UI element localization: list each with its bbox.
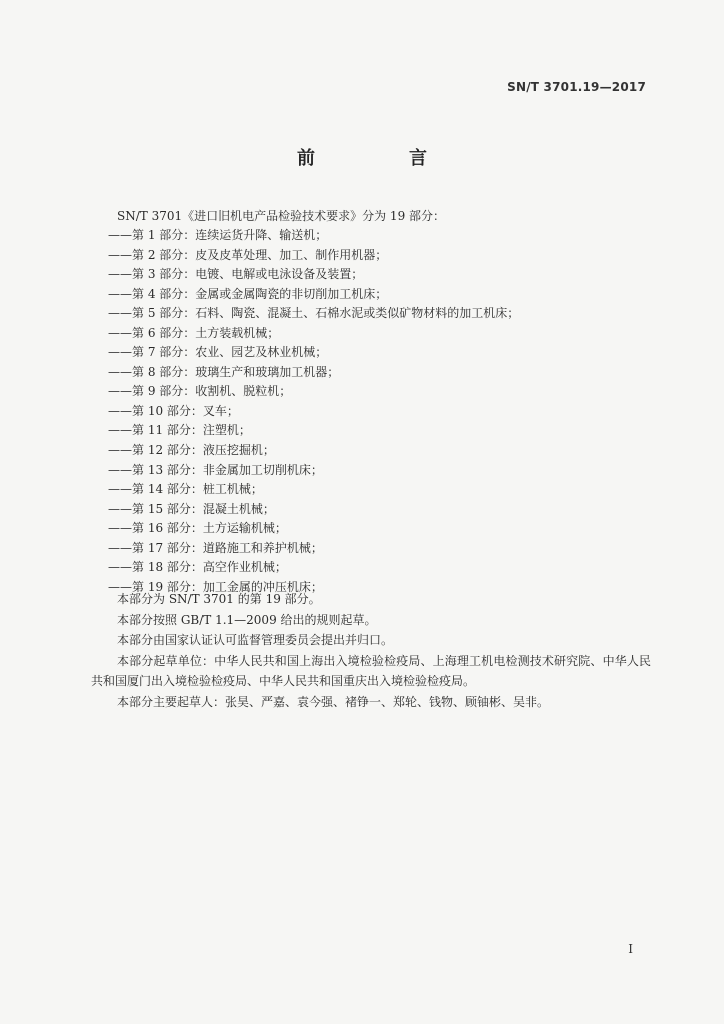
paragraph-part-number: 本部分为 SN/T 3701 的第 19 部分。: [117, 592, 321, 606]
body-paragraphs: [91, 589, 651, 712]
paragraph-drafting-rules: 本部分按照 GB/T 1.1—2009 给出的规则起草。: [117, 612, 377, 627]
page-number: I: [628, 942, 633, 956]
list-item: ——第 6 部分：土方装载机械；: [108, 325, 280, 340]
intro-line: SN/T 3701《进口旧机电产品检验技术要求》分为 19 部分：: [117, 209, 446, 223]
list-item: ——第 16 部分：土方运输机械；: [108, 521, 287, 536]
list-item: ——第 4 部分：金属或金属陶瓷的非切削加工机床；: [108, 286, 388, 301]
list-item: ——第 19 部分：加工金属的冲压机床；: [108, 579, 323, 594]
list-item: ——第 14 部分：桩工机械；: [108, 482, 263, 497]
list-item: ——第 2 部分：皮及皮革处理、加工、制作用机器；: [108, 247, 388, 262]
list-item: ——第 3 部分：电镀、电解或电泳设备及装置；: [108, 267, 364, 282]
list-item: ——第 13 部分：非金属加工切削机床；: [108, 462, 323, 477]
list-item: ——第 10 部分：叉车；: [108, 403, 239, 418]
list-item: ——第 7 部分：农业、园艺及林业机械；: [108, 345, 328, 360]
list-item: ——第 15 部分：混凝土机械；: [108, 501, 275, 516]
paragraph-drafting-units: 本部分起草单位：中华人民共和国上海出入境检验检疫局、上海理工机电检测技术研究院、中华人民共和国厦门出入境检验检疫局、中华人民共和国重庆出入境检验检疫局。: [91, 653, 651, 688]
list-item: ——第 17 部分：道路施工和养护机械；: [108, 540, 323, 555]
page-title: 前 言: [297, 148, 465, 169]
paragraph-drafters: 本部分主要起草人：张昊、严嘉、袁今强、褚铮一、郑轮、钱物、顾铀彬、吴非。: [117, 694, 550, 709]
list-item: ——第 8 部分：玻璃生产和玻璃加工机器；: [108, 364, 340, 379]
list-item: ——第 12 部分：液压挖掘机；: [108, 443, 275, 458]
standard-code: SN/T 3701.19—2017: [507, 80, 646, 94]
paragraph-proposer: 本部分由国家认证认可监督管理委员会提出并归口。: [117, 633, 394, 647]
list-item: ——第 11 部分：注塑机；: [108, 423, 251, 438]
list-item: ——第 18 部分：高空作业机械；: [108, 560, 287, 575]
parts-list: [108, 226, 519, 597]
list-item: ——第 9 部分：收割机、脱粒机；: [108, 384, 292, 399]
list-item: ——第 5 部分：石料、陶瓷、混凝土、石棉水泥或类似矿物材料的加工机床；: [108, 306, 520, 321]
list-item: ——第 1 部分：连续运货升降、输送机；: [108, 228, 328, 242]
